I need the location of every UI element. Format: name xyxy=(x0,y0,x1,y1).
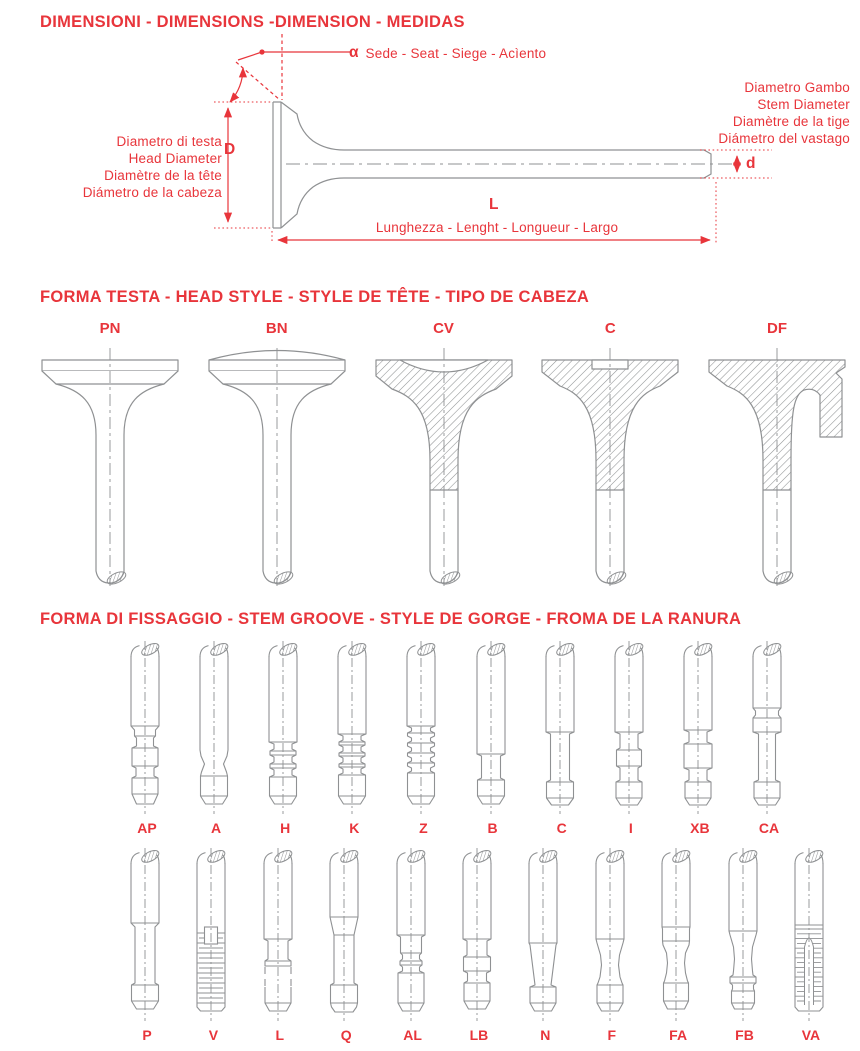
stem-groove-label: Q xyxy=(340,1027,352,1043)
stem-groove-drawing-AL xyxy=(385,845,441,1025)
stem-groove-label: AL xyxy=(403,1027,422,1043)
stem-groove-label: C xyxy=(556,820,567,836)
stem-groove-column-FA xyxy=(648,845,708,1043)
stem-groove-column-N xyxy=(515,845,575,1043)
head-style-drawing-C xyxy=(530,340,690,592)
head-style-drawing-PN xyxy=(30,340,190,592)
stem-groove-drawing-Q xyxy=(318,845,374,1025)
stem-groove-label: Z xyxy=(419,820,428,836)
stem-groove-row-2 xyxy=(117,845,841,1043)
stem-groove-drawing-VA xyxy=(783,845,839,1025)
stem-diameter-line-fr: Diamètre de la tige xyxy=(732,114,850,129)
stem-groove-drawing-C xyxy=(534,638,590,818)
stem-groove-column-FB xyxy=(715,845,775,1043)
head-style-label: C xyxy=(604,320,616,337)
stem-groove-drawing-K xyxy=(326,638,382,818)
head-style-row xyxy=(30,320,857,592)
stem-groove-label: AP xyxy=(137,820,157,836)
stem-groove-label: A xyxy=(211,820,222,836)
stem-groove-column-F xyxy=(582,845,642,1043)
seat-leader-line xyxy=(238,52,350,60)
stem-groove-label: LB xyxy=(469,1027,489,1043)
head-diameter-line-en: Head Diameter xyxy=(128,151,222,166)
stem-diameter-line-es: Diámetro del vastago xyxy=(718,131,850,146)
stem-groove-label: CA xyxy=(758,820,780,836)
head-diameter-line-it: Diametro di testa xyxy=(116,134,222,149)
stem-groove-label: FA xyxy=(669,1027,688,1043)
stem-groove-column-A xyxy=(186,638,246,836)
head-style-label: BN xyxy=(265,320,288,337)
stem-groove-column-C xyxy=(532,638,592,836)
stem-groove-label: VA xyxy=(801,1027,821,1043)
stem-groove-column-VA xyxy=(781,845,841,1043)
stem-groove-drawing-B xyxy=(465,638,521,818)
head-style-column-CV xyxy=(364,320,524,592)
head-style-drawing-CV xyxy=(364,340,524,592)
stem-groove-column-CA xyxy=(739,638,799,836)
stem-groove-column-L xyxy=(250,845,310,1043)
stem-groove-column-XB xyxy=(670,638,730,836)
stem-groove-drawing-CA xyxy=(741,638,797,818)
head-diameter-symbol: D xyxy=(224,141,236,158)
head-style-label: PN xyxy=(99,320,121,337)
stem-groove-label: K xyxy=(349,820,360,836)
stem-groove-drawing-P xyxy=(119,845,175,1025)
stem-groove-column-Q xyxy=(316,845,376,1043)
head-style-drawing-DF xyxy=(697,340,857,592)
length-symbol: L xyxy=(489,196,499,213)
seat-annotation xyxy=(349,44,546,62)
stem-groove-column-H xyxy=(255,638,315,836)
stem-groove-column-LB xyxy=(449,845,509,1043)
stem-groove-drawing-XB xyxy=(672,638,728,818)
stem-groove-drawing-H xyxy=(257,638,313,818)
stem-groove-drawing-I xyxy=(603,638,659,818)
stem-diameter-labels xyxy=(650,79,850,147)
stem-groove-label: XB xyxy=(690,820,710,836)
stem-groove-drawing-LB xyxy=(451,845,507,1025)
stem-groove-column-V xyxy=(183,845,243,1043)
stem-diameter-line-en: Stem Diameter xyxy=(757,97,850,112)
stem-groove-drawing-N xyxy=(517,845,573,1025)
stem-groove-label: P xyxy=(142,1027,152,1043)
head-diameter-labels xyxy=(58,133,222,201)
stem-groove-label: H xyxy=(280,820,291,836)
stem-diameter-symbol: d xyxy=(746,155,756,172)
head-style-column-DF xyxy=(697,320,857,592)
alpha-symbol: α xyxy=(349,44,359,61)
stem-groove-column-K xyxy=(324,638,384,836)
seat-angle-arc xyxy=(230,68,243,102)
stem-groove-label: N xyxy=(540,1027,551,1043)
head-style-drawing-BN xyxy=(197,340,357,592)
stem-groove-drawing-L xyxy=(252,845,308,1025)
stem-groove-drawing-FB xyxy=(717,845,773,1025)
head-diameter-line-es: Diámetro de la cabeza xyxy=(82,185,222,200)
stem-groove-label: F xyxy=(607,1027,617,1043)
stem-groove-drawing-F xyxy=(584,845,640,1025)
stem-groove-drawing-V xyxy=(185,845,241,1025)
stem-groove-label: B xyxy=(487,820,498,836)
stem-groove-drawing-FA xyxy=(650,845,706,1025)
dimensions-title: DIMENSIONI - DIMENSIONS -DIMENSION - MEDIDAS xyxy=(40,13,465,31)
head-diameter-line-fr: Diamètre de la tête xyxy=(104,168,222,183)
stem-groove-column-AL xyxy=(383,845,443,1043)
stem-groove-label: FB xyxy=(735,1027,754,1043)
stem-groove-title: FORMA DI FISSAGGIO - STEM GROOVE - STYLE DE GORGE - FROMA DE LA RANURA xyxy=(40,610,742,628)
stem-groove-column-I xyxy=(601,638,661,836)
stem-groove-label: L xyxy=(275,1027,285,1043)
seat-label: Sede - Seat - Siege - Acìento xyxy=(365,45,547,61)
stem-groove-drawing-AP xyxy=(119,638,175,818)
head-style-column-PN xyxy=(30,320,190,592)
stem-groove-drawing-Z xyxy=(395,638,451,818)
stem-groove-drawing-A xyxy=(188,638,244,818)
stem-groove-column-AP xyxy=(117,638,177,836)
stem-groove-column-Z xyxy=(393,638,453,836)
head-style-title: FORMA TESTA - HEAD STYLE - STYLE DE TÊTE - TIPO DE CABEZA xyxy=(40,288,590,306)
stem-groove-row-1 xyxy=(117,638,799,836)
stem-diameter-line-it: Diametro Gambo xyxy=(744,80,850,95)
head-style-label: DF xyxy=(767,320,787,337)
head-style-column-C xyxy=(530,320,690,592)
head-style-label: CV xyxy=(433,320,454,337)
stem-groove-label: I xyxy=(628,820,633,836)
stem-groove-column-P xyxy=(117,845,177,1043)
stem-groove-column-B xyxy=(463,638,523,836)
length-label: Lunghezza - Lenght - Longueur - Largo xyxy=(375,220,619,235)
head-style-column-BN xyxy=(197,320,357,592)
stem-groove-label: V xyxy=(208,1027,219,1043)
